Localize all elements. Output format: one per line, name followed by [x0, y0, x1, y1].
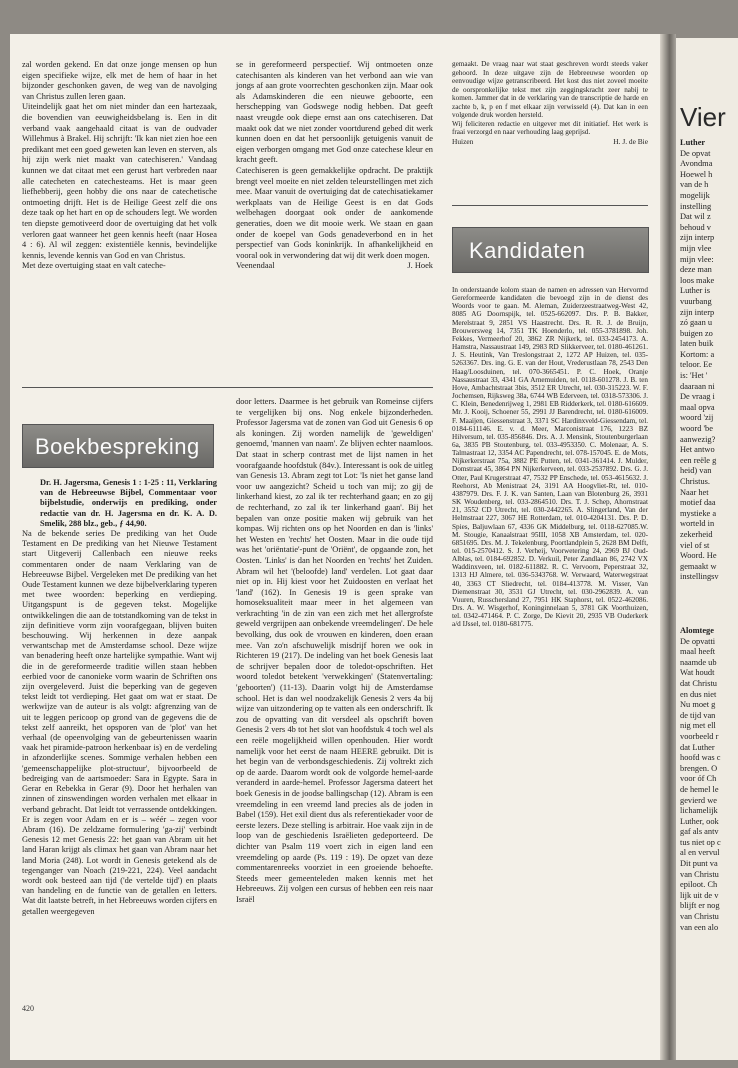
right-page-line: Nu moet g: [680, 700, 716, 710]
right-page-line: vuurbang: [680, 296, 712, 306]
section-divider: [22, 387, 433, 388]
right-page-line: worteld in: [680, 519, 715, 529]
signature-name: H. J. de Bie: [613, 136, 648, 146]
right-page-line: mijn vlee:: [680, 254, 714, 264]
signature-place: Huizen: [452, 136, 474, 146]
right-page-line: lijk uit de v: [680, 890, 719, 900]
right-page-line: Woord. He: [680, 551, 717, 561]
book-reference: Dr. H. Jagersma, Genesis 1 : 1-25 : 11, Verklaring van de Hebreeuwse Bijbel, Commentaar voor bijbelstudie, onderwijs en prediking, onder redactie van dr. H. Jagersma en dr. K. A. D. Smelik, 288 blz., geb., ƒ 44,90.: [40, 478, 217, 528]
right-page-line: voor óf Ch: [680, 774, 717, 784]
right-page-line: Christus.: [680, 477, 711, 486]
right-page-line: dat Christu: [680, 678, 717, 688]
col3-paragraph: gemaakt. De vraag naar wat staat geschreven wordt steeds vaker gehoord. In deze uitgave zijn de Hebreeuwse woorden op eenvoudige wijze getranscribeerd. Het kost dus niet zoveel moeite de oorspronkelijke tekst met zijn zeggingskracht zeer nabij te komen. Jammer dat in de verklaring van de transcriptie de harde en zachte b, k, p en f met elkaar zijn verwisseld (4). Dat kan in een volgende druk worden hersteld.: [452, 60, 648, 119]
signature-place: Veenendaal: [236, 261, 275, 271]
right-page-line: De opvat: [680, 148, 711, 158]
col1-paragraph: Uiteindelijk gaat het om niet minder dan een hartezaak, die bovendien van eeuwigheidsbelang is. Een in dit verband vaak aangehaald citaat is van de oudvader Willehmus à Brakel. Hij schrijft: 'Ik kan niet zien hoe een predikant met een goed geweten kan leven en sterven, als hij zijn werk niet maakt van catechiseren.' Vandaag kunnen we dat citaat met een gerust hart verbreden naar alle catecheten en catechesteams. Het is maar geen liefhebberij, geen hobby die ons naar de catechetische ontmoeting drijft. Het is de Heilige Geest zelf die ons deze taak op het hart en op de schouders legt. We worden ten diepste gemotiveerd door de overtuiging dat het volk verloren gaat wanneer het geen kennis heeft (naar Hosea 4 : 6). Al wil zeggen: existentiële kennis, bevindelijke kennis, levende kennis van God en van Christus.: [22, 102, 217, 260]
right-page-line: en dus niet: [680, 689, 717, 699]
right-page-line: mystieke a: [680, 508, 717, 518]
right-page-line: De opvatti: [680, 636, 716, 646]
banner-title: Boekbespreking: [35, 434, 200, 459]
right-page-line: gemaakt w: [680, 561, 717, 571]
right-page-line: instellingsv: [680, 572, 719, 582]
right-page-line: Luther is: [680, 286, 711, 296]
page-number: 420: [22, 1004, 34, 1013]
review-signature: [452, 137, 648, 148]
right-page-line: aanwezig?: [680, 434, 716, 444]
right-page-line: Kortom: a: [680, 349, 715, 359]
right-page-line: Dat wil z: [680, 212, 711, 222]
col1-paragraph: zal worden gekend. En dat onze jonge mensen op hun eigen specifieke wijze, elk met de hem of haar in het bijzonder geschonken gaven, de weg van de navolging van Christus zullen leren gaan.: [22, 60, 217, 101]
candidates-text: In onderstaande kolom staan de namen en adressen van Hervormd Gereformeerde kandidaten die bevoegd zijn in de dienst des Woords voor te gaan. M. Aleman, Zuiderzeestraatweg-West 42, 8085 AG Doornspijk, tel. 0525-662097. Drs. P. B. Bakker, Merelstraat 9, 2851 VS Haastrecht. Drs. R. R. J. de Bruijn, Brouwersweg 14, 7351 TK Hoenderlo, tel. 055-3781898. Joh. Fekkes, Vermeerhof 20, 3862 ZR Nijkerk, tel. 033-2454173. A. Hamstra, Nassaustraat 149, 2983 RD Slikkerveer, tel. 0180-461261. J. S. Heutink, Van Treslongstraat 2, 1272 AP Huizen, tel. 035-5263367. Drs. ing. G. E. van der Hout, Vrederustlaan 78, 2543 Den Haag/Loosduinen, tel. 070-3665451. P. C. Hoek, Oranje Nassaustraat 33, 4341 GA Arnemuiden, tel. 0118-601278. J. B. ten Hove, Ambachtstraat 3bis, 3512 ER Utrecht, tel. 030-315223. W. F. Jochemsen, Rijksweg 38a, 6744 WB Ederveen, tel. 0318-573306. J. C. Klein, Benedenrijweg 1, 2981 EB Ridderkerk, tel. 0180-616609. Mr. J. Kooij, Schoener 55, 2991 JJ Barendrecht, tel. 0180-616009. F. Maaijen, Giessenstraat 3, 3371 SC Hardinxveld-Giessendam, tel. 0184-611146. E. v. d. Meer, Marconistraat 176, 1223 BZ Hilversum, tel. 035-856846. Drs. A. J. Mensink, Stoutenburgerlaan 6a, 3835 PB Stoutenburg, tel. 033-4953350. C. Molenaar, A. S. Talmastraat 12, 3354 AC Papendrecht, tel. 078-157045. E. de Mots, Nijkerkerstraat 75a, 3882 PE Putten, tel. 0341-361414. J. Mulder, Domstraat 45, 3864 PN Nijkerkerveen, tel. 033-2537892. Drs. G. J. Otter, Paul Krugerstraat 47, 7532 PP Enschede, tel. 053-4615632. J. Reehorst, Ab Menistraat 24, 3191 AA Hoogvliet-Rt, tel. 010-4387979. Drs. F. J. K. van Santen, Laan van Blotenburg 26, 3931 SK Woudenberg, tel. 033-2864510. Drs. T. J. Schep, Ahornstraat 21, 3552 CD Utrecht, tel. 030-2442265. A. Slingerland, Van der Helmstraat 227, 3067 HE Rotterdam, tel. 010-4204131. Drs. P. D. Spies, Baljuwlaan 67, 4336 GK Middelburg, tel. 0118-627085.W. M. Stougie, Kanaalstraat 95III, 1058 XB Amsterdam, tel. 020-6851695. Drs. M. J. Tekelenburg, Poortlandplein 5, 2628 BM Delft, tel. 015-2570412. S. J. Verheij, Voorwetering 24, 2969 BJ Oud-Alblas, tel. 0184-692852. D. Verkuil, Peter Zandlaan 86, 2742 VX Waddinxveen, tel. 0182-611882. R. C. Vervoorn, Peperstraat 32, 1313 HJ Almere, tel. 036-5343768. W. Verwaard, Waterwegstraat 40, 3363 CT Sliedrecht, tel. 0184-413778. M. Visser, Van Diemenstraat 30, 3531 GJ Utrecht, tel. 030-2962839. A. van Vuuren, Russchersland 27, 7951 HK Staphorst, tel. 0522-462086. Drs. A. W. Wisgerhof, Koninginnelaan 5, 3781 GK Voorthuizen, tel. 0342-471464. P. C. Zorge, De Kievit 20, 2935 VB Ouderkerk a/d IJssel, tel. 0180-681775.: [452, 286, 648, 629]
right-page-line: De vraag i: [680, 392, 715, 402]
right-page-line: van de h: [680, 180, 709, 190]
column-3: [452, 60, 648, 147]
candidates-list: [452, 286, 648, 629]
right-page-line: mijn vlee: [680, 243, 712, 253]
right-page-line: zijn interp: [680, 233, 715, 243]
right-page-line: naamde ub: [680, 657, 717, 667]
right-page-line: instelling: [680, 201, 712, 211]
right-page-line: viel of st: [680, 540, 710, 550]
right-page-line: mogelijk: [680, 190, 710, 200]
right-page-line: lichamelijk: [680, 806, 718, 816]
right-page-line: buigen zo: [680, 328, 713, 338]
right-page-line: heid) van: [680, 466, 712, 476]
right-page-line: is: 'Het ': [680, 371, 708, 381]
right-page-title: Vier: [680, 102, 726, 132]
right-page-line: al en vervul: [680, 848, 720, 858]
right-page-line: laten buik: [680, 339, 714, 349]
col2-paragraph: Catechiseren is geen gemakkelijke opdracht. De praktijk brengt veel moeite en niet zelden teleurstellingen met zich mee. Maar vanuit de overtuiging dat de catechisatiekamer werkplaats van de Heilige Geest is en dat Gods welbehagen doorgaat ook onder de aankomende generaties, doen we dit mooie werk. We staan en gaan onder de koepel van Gods genadeverbond en in het perspectief van Gods koninkrijk. In afhankelijkheid en vooral ook in verwondering dat wij dit werk doen mogen.: [236, 165, 433, 260]
article-signature: [236, 261, 433, 272]
right-page-line: van Christu: [680, 912, 719, 922]
right-page-line: zó gaan u: [680, 318, 713, 328]
right-page-line: Luther, ook: [680, 816, 719, 826]
book-gutter: [660, 34, 676, 1060]
right-page-heading: Alomtege: [680, 626, 714, 635]
right-page-line: Naar het: [680, 487, 709, 497]
right-page-line: hoofd was c: [680, 753, 721, 763]
right-page-column-1: [680, 138, 738, 583]
column-1: [22, 60, 217, 272]
right-page-line: gaf als antv: [680, 827, 719, 837]
right-page-line: blijft er nog: [680, 901, 720, 911]
right-page-line: Luther: [680, 138, 706, 147]
signature-name: J. Hoek: [407, 261, 433, 271]
book-review-column: [22, 478, 217, 917]
right-page-line: behoud v: [680, 222, 711, 232]
right-page-line: Dit punt va: [680, 859, 718, 869]
section-divider: [452, 205, 648, 206]
column-2: [236, 60, 433, 272]
kandidaten-banner: [452, 227, 649, 273]
right-page-line: een reële g: [680, 455, 717, 465]
right-page-line: motief daa: [680, 498, 716, 508]
right-page-line: nig met ell: [680, 721, 716, 731]
review-paragraph: door letters. Daarmee is het gebruik van Romeinse cijfers te vergelijken bij ons. Nog enkele bijzonderheden. Professor Jagersma vat de zonen van God uit Genesis 6 op als koningen. Zij worden namelijk de 'geweldigen' genoemd, 'mannen van naam'. Ze blijven echter naamloos. Dat staat in scherp contrast met de lijst namen in het voorafgaande hoofdstuk (84v.). Interessant is ook de uitleg van Genesis 13. Abram zegt tot Lot: 'Is niet het ganse land voor uw aangezicht? Scheid u toch van mij; zo gij de linkerhand kiest, zo zal ik ter rechterhand gaan; en zo gij de rechterhand, zo zal ik ter linkerhand gaan'. Bij het bepalen van onze positie maken wij gebruik van het kompas. Wij richten ons op het Noorden en dan is 'links' het Westen en 'rechts' het Oosten. Maar in die oude tijd was het 'oriëntatie'-punt de 'Oriënt', de opgaande zon, het Oosten. 'Links' is dan het Noorden en 'rechts' het Zuiden. Abram wil het '(beloofde) land' verdelen. Lot gaat daar niet op in. Hij kiest voor het Zuidoosten en verlaat het 'land' (162). In Genesis 19 is geen sprake van homoseksualiteit maar meer in het algemeen van verkrachting 'in de zin van een zich met het allergrofste geweld vergrijpen aan onbekende vreemdelingen'. De hele bevolking, dus ook de vrouwen en kinderen, doen eraan mee. Van zo'n afschuwelijk misdrijf horen we ook in Richteren 19 (217). De indeling van het boek Genesis laat de schrijver bepalen door de toledot-opschriften. Het woord toledot betekent 'verwekkingen' (Statenvertaling: 'geboorten') (11-13). Daarin volgt hij de Amsterdamse school. Het is dan wel noodzakelijk Genesis 2 vers 4a bij wijze van uitzondering op te vatten als een onderschrift. Ik zou de opvatting van dit versdeel als opschrift boven Genesis 2 vers 4b tot het slot van hoofdstuk 4 toch wel als een reële mogelijkheid willen openhouden. Hier wordt namelijk voor het eerst de naam HEERE gebruikt. Dit is het begin van de verbondsgeschiedenis. Zij voltrekt zich op de aarde. Daarom wordt ook de volgorde hemel-aarde veranderd in aarde-hemel. Professor Jagersma dateert het boek Genesis in de joodse ballingschap (12). Abram is een vreemdeling in een vreemd land precies als de joden in Babel (159). Het exil dient dus als referentiekader voor de eerste lezers. Deze stelling is arbitrair. Hoe vaak zijn in de loop van de geschiedenis Israëlieten gedeporteerd. De dichter van Psalm 119 voert zich in eigen land een vreemdeling op aarde (Ps. 119 : 19). De opzet van deze commentarenreeks voorziet in een groeiende behoefte. Steeds meer gemeenteleden maken kennis met het Hebreeuws. Zij volgen een cursus of hebben een reis naar Israël: [236, 397, 433, 904]
right-page-line: loos make: [680, 275, 715, 285]
right-page-line: woord 'zij: [680, 413, 714, 423]
col2-paragraph: se in gereformeerd perspectief. Wij ontmoeten onze catechisanten als kinderen van het verbond aan wie van jongs af aan grote voorrechten geschonken zijn. Maar ook als Adamskinderen die een nieuwe geboorte, een herschepping van Godswege nodig hebben. Dat geeft naast vreugde ook diepe ernst aan ons catechiseren. Dat maakt ook dat we niet zonder voortdurend gebed dit werk kunnen doen en dat het persoonlijk getuigenis vanuit de eigen verborgen omgang met God onze catechese kleur en kracht geeft.: [236, 60, 433, 165]
right-page-line: Wat houdt: [680, 668, 715, 678]
right-page-line: deze man: [680, 265, 712, 275]
right-page-line: zekerheid: [680, 529, 713, 539]
right-page-line: de hemel le: [680, 784, 719, 794]
right-page-line: Het antwo: [680, 445, 715, 455]
right-page-column-2: [680, 626, 738, 933]
right-page-line: tus niet op c: [680, 837, 721, 847]
right-page-line: Hoewel h: [680, 169, 713, 179]
boekbespreking-banner: [22, 424, 214, 468]
right-page-line: van Christu: [680, 869, 719, 879]
right-page-line: woord 'be: [680, 424, 713, 434]
right-page-line: voorbeeld r: [680, 731, 719, 741]
right-page-line: daaraan ni: [680, 381, 715, 391]
right-page-line: de tijd van: [680, 710, 716, 720]
right-page: [676, 38, 738, 1060]
banner-title: Kandidaten: [469, 238, 586, 263]
right-page-line: maal opva: [680, 402, 715, 412]
col3-paragraph: Wij feliciteren redactie en uitgever met dit initiatief. Het werk is fraai verzorgd en naar verhouding laag geprijsd.: [452, 119, 648, 136]
right-page-line: brengen. O: [680, 763, 718, 773]
book-review-column-2: [236, 397, 433, 906]
right-page-line: epiloot. Ch: [680, 880, 718, 890]
col1-paragraph: Met deze overtuiging staat en valt cateche-: [22, 261, 166, 271]
right-page-line: gevierd we: [680, 795, 717, 805]
right-page-line: van een alo: [680, 922, 719, 932]
right-page-line: Avondma: [680, 159, 713, 169]
right-page-line: teloor. Ee: [680, 360, 713, 370]
right-page-line: zijn interp: [680, 307, 715, 317]
right-page-line: maal heeft: [680, 647, 716, 657]
right-page-line: dat Luther: [680, 742, 715, 752]
review-paragraph: Na de bekende series De prediking van het Oude Testament en De prediking van het Nieuwe Testament start Uitgeverij Callenbach een nieuwe reeks commentaren onder de naam Verklaring van de Hebreeuwse Bijbel. Vergeleken met De prediking van het Oude Testament kunnen we deze bijbelverklaring typeren met twee woorden: beperking en verdieping. Uitgangspunt is de gegeven tekst. Mogelijke ontwikkelingen die aan de totstandkoming van de tekst in zijn definitieve vorm zijn voorafgegaan, blijven buiten beschouwing. Wij herkennen in deze aanpak verwantschap met de Amsterdamse school. Deze wijze van benadering heeft onze hartelijke sympathie. Want wij die in de gereformeerde traditie willen staan hebben eerbied voor de canonieke vorm waarin de Schriften ons zijn overgeleverd. Juist die beperking van de gegeven tekst leidt tot verdieping. Het gaat om wat er staat. De werkwijze van de auteur is als volgt: afgrenzing van de uit te leggen pericoop op grond van de gegevens die de tekst zelf aanreikt, het opsporen van de 'plot' van het verhaal (de opeenvolging van de gebeurtenissen waarin vaak het piramide-patroon herkenbaar is) en de verdeling in afzonderlijke scenes. Sommige verhalen hebben een 'gemeenschappelijke plot-structuur', bijvoorbeeld de bedreiging van de aartsmoeder: Sara in Egypte. Sara in Gerar en Rebekka in Gerar (9). Door het herhalen van zinnen of zinswendingen worden verhalen met elkaar in verband gebracht. Dat leidt tot verrassende ontdekkingen. Er is zegen voor Adam en er is – wéér – zegen voor Abram (16). De zeldzame formulering 'ga-zij' verbindt Genesis 12 met Genesis 22: het gaan van Abram uit het land Haran krijgt als climax het gaan van Abram naar het land Moria (248). Lot wordt in Genesis getekend als de tegenganger van Noach (219-221, 224). Veel aandacht wordt ook besteed aan tijd ('de vertelde tijd') en plaats van handeling en de functie van de getallen en letters. Wat dit laatste betreft, in het Hebreeuws worden cijfers en getallen weergegeven: [22, 529, 217, 916]
